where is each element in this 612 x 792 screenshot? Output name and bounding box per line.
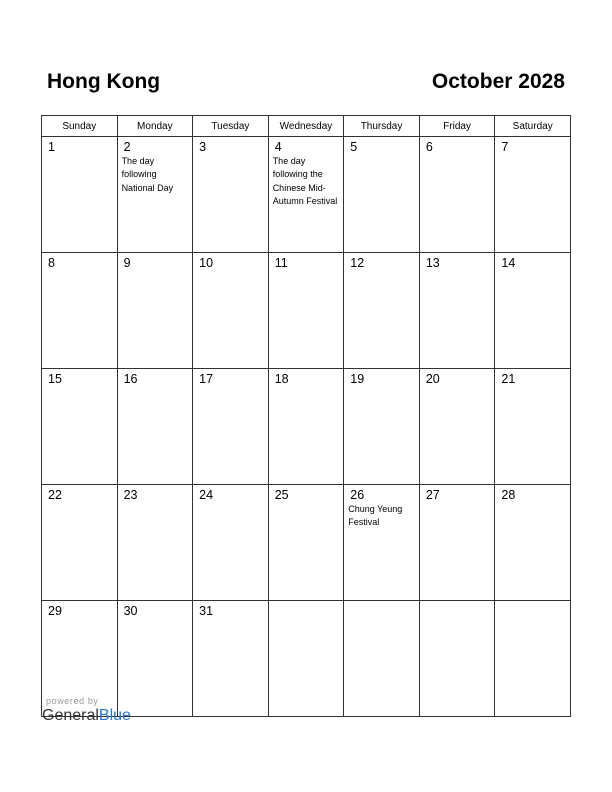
weekday-monday: Monday <box>117 116 193 137</box>
day-cell <box>344 485 420 601</box>
day-cell <box>495 485 571 601</box>
weekday-sunday: Sunday <box>42 116 118 137</box>
week-row <box>42 137 571 253</box>
weekday-saturday: Saturday <box>495 116 571 137</box>
region-title: Hong Kong <box>47 70 161 93</box>
day-number: 9 <box>123 256 131 270</box>
day-cell <box>193 137 269 253</box>
day-number: 6 <box>425 140 433 154</box>
day-cell <box>344 601 420 717</box>
week-row <box>42 369 571 485</box>
day-number: 15 <box>48 372 62 386</box>
day-cell <box>268 485 344 601</box>
day-cell <box>495 253 571 369</box>
weekday-thursday: Thursday <box>344 116 420 137</box>
powered-by-text: powered by <box>46 696 99 706</box>
day-number: 22 <box>48 488 62 502</box>
day-cell <box>344 253 420 369</box>
weekday-header-row <box>42 116 571 137</box>
footer-branding <box>42 696 131 725</box>
day-number: 19 <box>350 372 365 386</box>
day-cell <box>193 601 269 717</box>
month-year-title: October 2028 <box>431 70 565 93</box>
day-number: 8 <box>48 256 55 270</box>
day-cell <box>193 485 269 601</box>
day-number: 25 <box>274 488 289 502</box>
day-number: 30 <box>123 604 138 618</box>
day-cell <box>419 369 495 485</box>
weekday-tuesday: Tuesday <box>193 116 269 137</box>
day-cell <box>419 253 495 369</box>
day-cell <box>117 485 193 601</box>
day-cell <box>42 485 118 601</box>
day-number: 18 <box>274 372 289 386</box>
day-number: 21 <box>501 372 516 386</box>
day-number: 23 <box>123 488 138 502</box>
week-row <box>42 485 571 601</box>
generalblue-logo <box>42 707 131 725</box>
day-cell <box>419 485 495 601</box>
day-number: 28 <box>501 488 516 502</box>
day-cell <box>495 601 571 717</box>
day-number: 16 <box>123 372 138 386</box>
day-number: 24 <box>199 488 214 502</box>
brand-blue-text: Blue <box>98 707 131 724</box>
weekday-wednesday: Wednesday <box>268 116 344 137</box>
day-cell <box>268 369 344 485</box>
day-number: 10 <box>199 256 214 270</box>
day-cell <box>268 137 344 253</box>
day-number: 17 <box>199 372 214 386</box>
day-number: 20 <box>425 372 440 386</box>
brand-general-text: General <box>42 707 99 724</box>
day-cell <box>117 137 193 253</box>
day-cell <box>117 253 193 369</box>
day-number: 14 <box>501 256 516 270</box>
day-cell <box>42 369 118 485</box>
week-row <box>42 253 571 369</box>
holiday-label: Chung Yeung Festival <box>348 504 403 528</box>
weekday-friday: Friday <box>419 116 495 137</box>
holiday-label: The day following National Day <box>121 156 174 193</box>
day-cell <box>42 253 118 369</box>
calendar-grid <box>41 115 571 717</box>
day-cell <box>344 137 420 253</box>
day-number: 1 <box>48 140 55 154</box>
day-cell <box>193 253 269 369</box>
day-cell <box>419 137 495 253</box>
day-number: 4 <box>274 140 282 154</box>
day-number: 26 <box>350 488 365 502</box>
day-cell <box>495 369 571 485</box>
day-number: 7 <box>501 140 509 154</box>
day-number: 5 <box>350 140 358 154</box>
day-number: 13 <box>425 256 440 270</box>
day-number: 27 <box>425 488 440 502</box>
day-cell <box>268 601 344 717</box>
day-cell <box>344 369 420 485</box>
holiday-label: The day following the Chinese Mid-Autumn Festival <box>272 156 338 206</box>
day-number: 29 <box>48 604 62 618</box>
day-cell <box>117 369 193 485</box>
day-number: 11 <box>274 256 288 270</box>
day-cell <box>42 137 118 253</box>
day-cell <box>268 253 344 369</box>
day-number: 3 <box>199 140 207 154</box>
day-number: 2 <box>123 140 131 154</box>
day-number: 31 <box>199 604 214 618</box>
day-cell <box>495 137 571 253</box>
day-number: 12 <box>350 256 365 270</box>
day-cell <box>193 369 269 485</box>
day-cell <box>419 601 495 717</box>
